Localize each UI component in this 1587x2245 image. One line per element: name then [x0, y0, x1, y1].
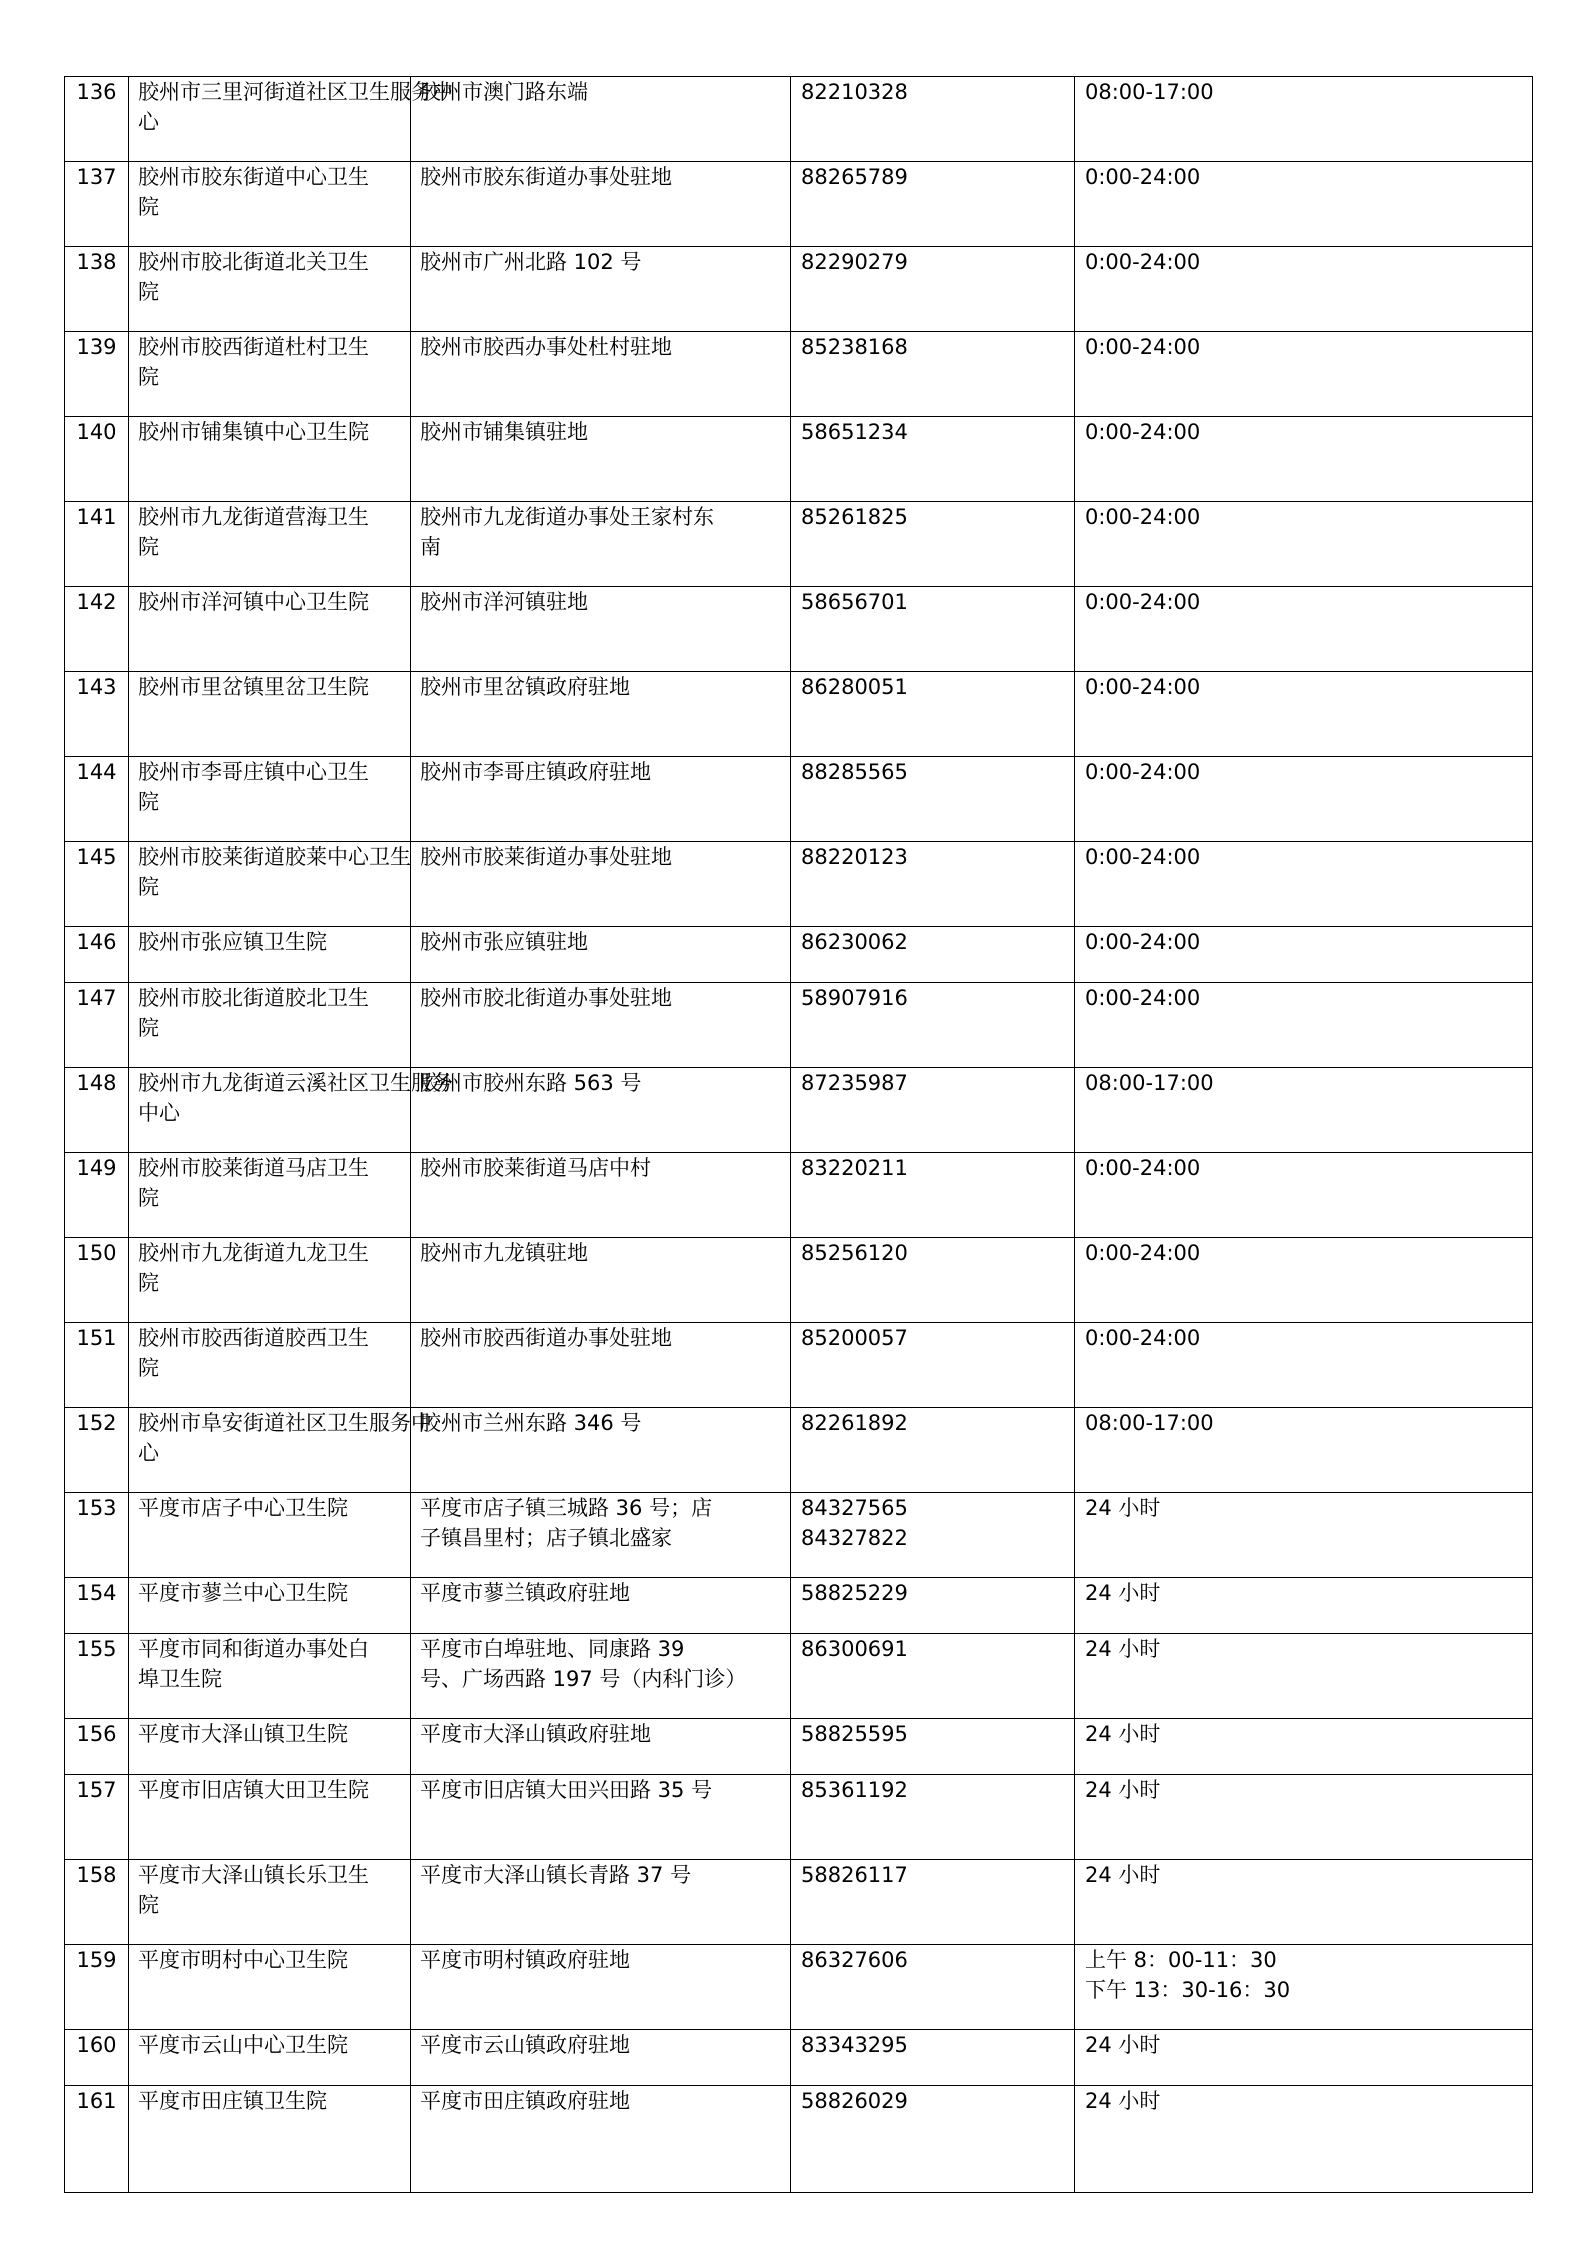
facility-address: 平度市云山镇政府驻地	[411, 2030, 791, 2086]
phone-number: 86230062	[801, 930, 908, 954]
row-number: 138	[65, 247, 129, 332]
hours-line: 0:00-24:00	[1085, 505, 1201, 529]
service-hours	[1075, 247, 1533, 332]
hours-line: 0:00-24:00	[1085, 1156, 1201, 1180]
hours-line: 08:00-17:00	[1085, 1071, 1214, 1095]
service-hours	[1075, 2030, 1533, 2086]
facility-name: 胶州市九龙街道营海卫生 院	[129, 502, 411, 587]
facility-name: 胶州市张应镇卫生院	[129, 927, 411, 983]
facility-address: 胶州市胶东街道办事处驻地	[411, 162, 791, 247]
row-number: 147	[65, 983, 129, 1068]
facility-phone	[791, 1775, 1075, 1860]
facility-name: 平度市田庄镇卫生院	[129, 2086, 411, 2193]
phone-number: 83343295	[801, 2033, 908, 2057]
service-hours	[1075, 983, 1533, 1068]
phone-number: 58907916	[801, 986, 908, 1010]
row-number: 155	[65, 1634, 129, 1719]
table-row	[65, 842, 1533, 927]
table-row	[65, 502, 1533, 587]
facility-address: 平度市大泽山镇政府驻地	[411, 1719, 791, 1775]
facility-name: 胶州市九龙街道九龙卫生 院	[129, 1238, 411, 1323]
facility-phone	[791, 927, 1075, 983]
row-number: 154	[65, 1578, 129, 1634]
facility-name: 胶州市里岔镇里岔卫生院	[129, 672, 411, 757]
row-number: 139	[65, 332, 129, 417]
facility-phone	[791, 672, 1075, 757]
phone-number: 58826029	[801, 2089, 908, 2113]
hours-line: 0:00-24:00	[1085, 165, 1201, 189]
phone-number: 85261825	[801, 505, 908, 529]
table-row	[65, 2030, 1533, 2086]
facility-phone	[791, 162, 1075, 247]
facility-name: 胶州市三里河街道社区卫生服务中 心	[129, 77, 411, 162]
hours-line: 0:00-24:00	[1085, 845, 1201, 869]
phone-number: 87235987	[801, 1071, 908, 1095]
row-number: 158	[65, 1860, 129, 1945]
facility-phone	[791, 587, 1075, 672]
facility-phone	[791, 332, 1075, 417]
table-row	[65, 1323, 1533, 1408]
facility-name: 平度市店子中心卫生院	[129, 1493, 411, 1578]
table-row	[65, 1775, 1533, 1860]
facility-address: 平度市田庄镇政府驻地	[411, 2086, 791, 2193]
hours-line: 24 小时	[1085, 1778, 1161, 1802]
facility-phone	[791, 1153, 1075, 1238]
phone-number: 82210328	[801, 80, 908, 104]
table-row	[65, 1578, 1533, 1634]
facility-address: 平度市蓼兰镇政府驻地	[411, 1578, 791, 1634]
hours-line: 08:00-17:00	[1085, 80, 1214, 104]
hours-line: 0:00-24:00	[1085, 420, 1201, 444]
phone-number: 86300691	[801, 1637, 908, 1661]
facility-phone	[791, 247, 1075, 332]
row-number: 140	[65, 417, 129, 502]
hours-line: 08:00-17:00	[1085, 1411, 1214, 1435]
hours-line: 0:00-24:00	[1085, 760, 1201, 784]
facility-phone	[791, 1323, 1075, 1408]
table-row	[65, 332, 1533, 417]
service-hours	[1075, 1408, 1533, 1493]
hours-line: 24 小时	[1085, 1581, 1161, 1605]
service-hours	[1075, 1634, 1533, 1719]
facility-phone	[791, 1238, 1075, 1323]
facility-address: 胶州市张应镇驻地	[411, 927, 791, 983]
row-number: 136	[65, 77, 129, 162]
row-number: 159	[65, 1945, 129, 2030]
service-hours	[1075, 587, 1533, 672]
table-body	[65, 77, 1533, 2193]
table-row	[65, 587, 1533, 672]
facility-phone	[791, 983, 1075, 1068]
facility-phone	[791, 1634, 1075, 1719]
facility-phone	[791, 1860, 1075, 1945]
facility-name: 胶州市胶西街道胶西卫生 院	[129, 1323, 411, 1408]
facility-address: 平度市店子镇三城路 36 号；店 子镇昌里村；店子镇北盛家	[411, 1493, 791, 1578]
service-hours	[1075, 332, 1533, 417]
phone-number: 84327565	[801, 1496, 908, 1520]
service-hours	[1075, 162, 1533, 247]
row-number: 137	[65, 162, 129, 247]
phone-number: 85238168	[801, 335, 908, 359]
facility-phone	[791, 1408, 1075, 1493]
service-hours	[1075, 1719, 1533, 1775]
facility-name: 胶州市胶莱街道马店卫生 院	[129, 1153, 411, 1238]
facility-phone	[791, 2086, 1075, 2193]
facility-phone	[791, 1945, 1075, 2030]
row-number: 156	[65, 1719, 129, 1775]
service-hours	[1075, 1775, 1533, 1860]
hours-line: 上午 8：00-11：30	[1085, 1948, 1277, 1972]
hours-line: 0:00-24:00	[1085, 1241, 1201, 1265]
facility-name: 胶州市胶西街道杜村卫生 院	[129, 332, 411, 417]
facility-phone	[791, 1719, 1075, 1775]
facility-name: 平度市大泽山镇卫生院	[129, 1719, 411, 1775]
row-number: 141	[65, 502, 129, 587]
table-row	[65, 1408, 1533, 1493]
service-hours	[1075, 1238, 1533, 1323]
phone-number: 85256120	[801, 1241, 908, 1265]
facility-name: 平度市蓼兰中心卫生院	[129, 1578, 411, 1634]
facility-name: 胶州市洋河镇中心卫生院	[129, 587, 411, 672]
service-hours	[1075, 757, 1533, 842]
phone-number: 58825229	[801, 1581, 908, 1605]
facility-name: 胶州市铺集镇中心卫生院	[129, 417, 411, 502]
facility-name: 平度市旧店镇大田卫生院	[129, 1775, 411, 1860]
hours-line: 24 小时	[1085, 1496, 1161, 1520]
table-row	[65, 672, 1533, 757]
row-number: 152	[65, 1408, 129, 1493]
service-hours	[1075, 502, 1533, 587]
hours-line: 0:00-24:00	[1085, 590, 1201, 614]
phone-number: 88285565	[801, 760, 908, 784]
facility-phone	[791, 1493, 1075, 1578]
phone-number: 82261892	[801, 1411, 908, 1435]
facility-phone	[791, 2030, 1075, 2086]
facility-phone	[791, 502, 1075, 587]
hours-line: 24 小时	[1085, 1637, 1161, 1661]
facility-name: 胶州市九龙街道云溪社区卫生服务 中心	[129, 1068, 411, 1153]
facility-phone	[791, 417, 1075, 502]
hospital-directory-table	[64, 76, 1533, 2193]
service-hours	[1075, 842, 1533, 927]
table-row	[65, 1945, 1533, 2030]
row-number: 145	[65, 842, 129, 927]
service-hours	[1075, 1068, 1533, 1153]
phone-number: 58825595	[801, 1722, 908, 1746]
row-number: 150	[65, 1238, 129, 1323]
table-row	[65, 983, 1533, 1068]
table-row	[65, 2086, 1533, 2193]
service-hours	[1075, 77, 1533, 162]
facility-address: 胶州市九龙街道办事处王家村东 南	[411, 502, 791, 587]
facility-name: 胶州市胶北街道胶北卫生 院	[129, 983, 411, 1068]
facility-address: 平度市大泽山镇长青路 37 号	[411, 1860, 791, 1945]
facility-address: 平度市旧店镇大田兴田路 35 号	[411, 1775, 791, 1860]
table-row	[65, 1068, 1533, 1153]
hours-line: 0:00-24:00	[1085, 986, 1201, 1010]
facility-address: 平度市白埠驻地、同康路 39 号、广场西路 197 号（内科门诊）	[411, 1634, 791, 1719]
phone-number: 84327822	[801, 1526, 908, 1550]
hours-line: 0:00-24:00	[1085, 930, 1201, 954]
table-row	[65, 1719, 1533, 1775]
table-row	[65, 1493, 1533, 1578]
facility-address: 胶州市胶北街道办事处驻地	[411, 983, 791, 1068]
row-number: 157	[65, 1775, 129, 1860]
hours-line: 24 小时	[1085, 1722, 1161, 1746]
service-hours	[1075, 672, 1533, 757]
row-number: 149	[65, 1153, 129, 1238]
table-row	[65, 1238, 1533, 1323]
service-hours	[1075, 1323, 1533, 1408]
facility-address: 胶州市胶莱街道办事处驻地	[411, 842, 791, 927]
phone-number: 86327606	[801, 1948, 908, 1972]
hours-line: 0:00-24:00	[1085, 335, 1201, 359]
row-number: 142	[65, 587, 129, 672]
hours-line: 24 小时	[1085, 2033, 1161, 2057]
facility-address: 胶州市胶州东路 563 号	[411, 1068, 791, 1153]
facility-address: 胶州市胶莱街道马店中村	[411, 1153, 791, 1238]
row-number: 144	[65, 757, 129, 842]
row-number: 153	[65, 1493, 129, 1578]
facility-phone	[791, 1068, 1075, 1153]
facility-address: 胶州市胶西街道办事处驻地	[411, 1323, 791, 1408]
facility-address: 胶州市李哥庄镇政府驻地	[411, 757, 791, 842]
facility-address: 胶州市广州北路 102 号	[411, 247, 791, 332]
table-row	[65, 247, 1533, 332]
service-hours	[1075, 1153, 1533, 1238]
facility-address: 胶州市澳门路东端	[411, 77, 791, 162]
hours-line: 0:00-24:00	[1085, 675, 1201, 699]
table-row	[65, 1153, 1533, 1238]
phone-number: 85200057	[801, 1326, 908, 1350]
phone-number: 82290279	[801, 250, 908, 274]
facility-name: 平度市同和街道办事处白 埠卫生院	[129, 1634, 411, 1719]
table-row	[65, 1860, 1533, 1945]
phone-number: 88265789	[801, 165, 908, 189]
facility-name: 胶州市李哥庄镇中心卫生 院	[129, 757, 411, 842]
hours-line: 24 小时	[1085, 1863, 1161, 1887]
service-hours	[1075, 927, 1533, 983]
row-number: 148	[65, 1068, 129, 1153]
table-row	[65, 1634, 1533, 1719]
facility-name: 平度市大泽山镇长乐卫生 院	[129, 1860, 411, 1945]
row-number: 161	[65, 2086, 129, 2193]
facility-address: 胶州市里岔镇政府驻地	[411, 672, 791, 757]
phone-number: 58651234	[801, 420, 908, 444]
facility-phone	[791, 1578, 1075, 1634]
hours-line: 下午 13：30-16：30	[1085, 1978, 1291, 2002]
facility-name: 胶州市胶东街道中心卫生 院	[129, 162, 411, 247]
service-hours	[1075, 1860, 1533, 1945]
phone-number: 88220123	[801, 845, 908, 869]
facility-address: 胶州市铺集镇驻地	[411, 417, 791, 502]
phone-number: 58826117	[801, 1863, 908, 1887]
facility-name: 胶州市胶莱街道胶莱中心卫生 院	[129, 842, 411, 927]
facility-phone	[791, 757, 1075, 842]
service-hours	[1075, 1578, 1533, 1634]
row-number: 146	[65, 927, 129, 983]
phone-number: 83220211	[801, 1156, 908, 1180]
facility-phone	[791, 842, 1075, 927]
row-number: 160	[65, 2030, 129, 2086]
table-row	[65, 757, 1533, 842]
hours-line: 24 小时	[1085, 2089, 1161, 2113]
row-number: 151	[65, 1323, 129, 1408]
service-hours	[1075, 1945, 1533, 2030]
service-hours	[1075, 2086, 1533, 2193]
table-row	[65, 162, 1533, 247]
facility-address: 胶州市胶西办事处杜村驻地	[411, 332, 791, 417]
facility-name: 胶州市胶北街道北关卫生 院	[129, 247, 411, 332]
facility-name: 胶州市阜安街道社区卫生服务中 心	[129, 1408, 411, 1493]
phone-number: 85361192	[801, 1778, 908, 1802]
facility-phone	[791, 77, 1075, 162]
table-row	[65, 77, 1533, 162]
facility-name: 平度市云山中心卫生院	[129, 2030, 411, 2086]
row-number: 143	[65, 672, 129, 757]
facility-address: 胶州市九龙镇驻地	[411, 1238, 791, 1323]
phone-number: 58656701	[801, 590, 908, 614]
hours-line: 0:00-24:00	[1085, 250, 1201, 274]
service-hours	[1075, 1493, 1533, 1578]
facility-name: 平度市明村中心卫生院	[129, 1945, 411, 2030]
table-row	[65, 417, 1533, 502]
facility-address: 胶州市兰州东路 346 号	[411, 1408, 791, 1493]
hours-line: 0:00-24:00	[1085, 1326, 1201, 1350]
table-row	[65, 927, 1533, 983]
service-hours	[1075, 417, 1533, 502]
facility-address: 胶州市洋河镇驻地	[411, 587, 791, 672]
facility-address: 平度市明村镇政府驻地	[411, 1945, 791, 2030]
phone-number: 86280051	[801, 675, 908, 699]
